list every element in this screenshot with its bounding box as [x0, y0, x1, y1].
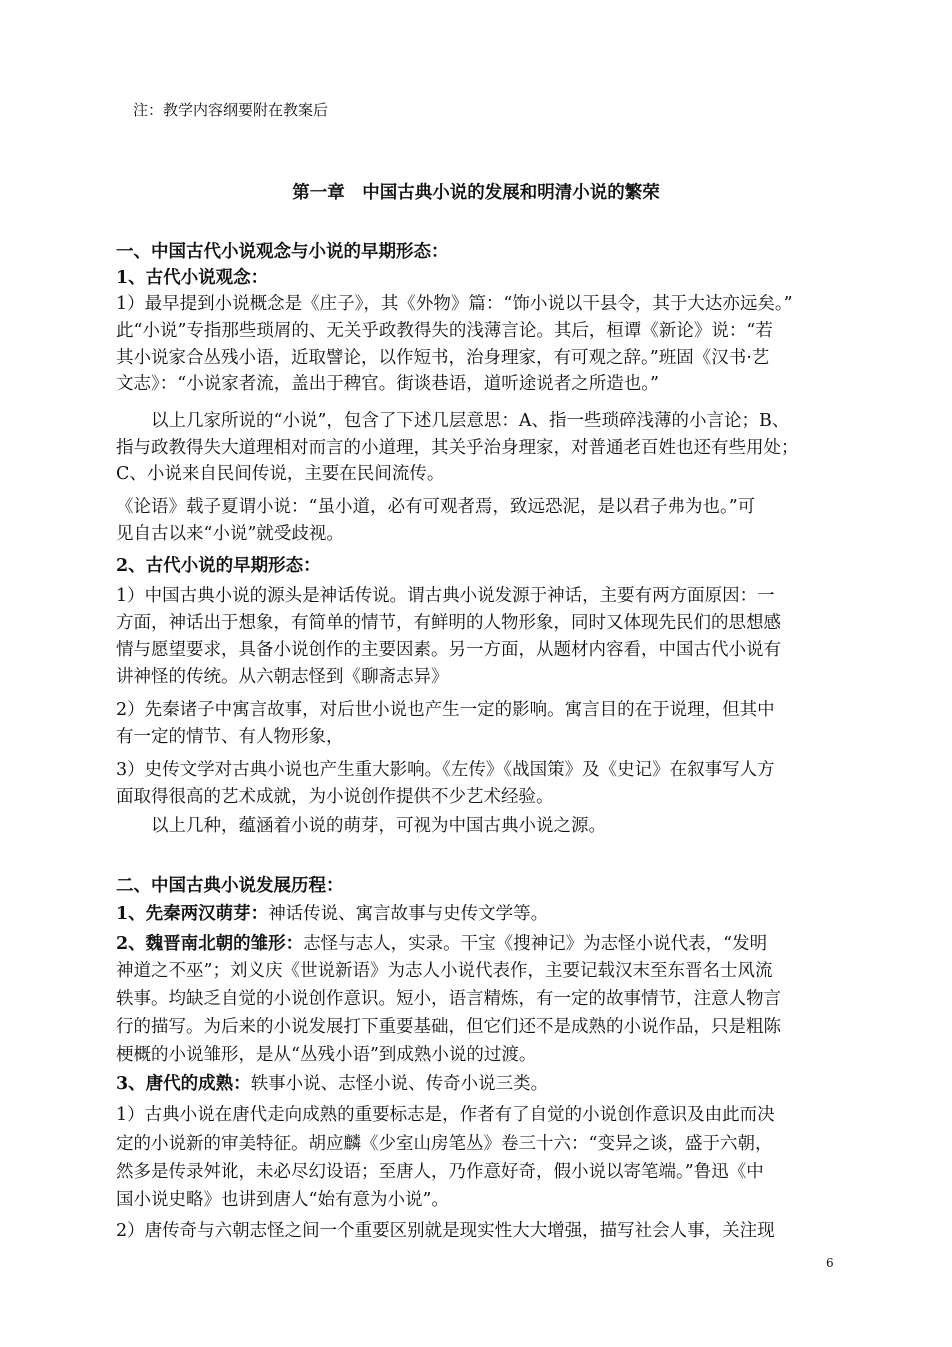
body-line: 以上几种，蕴涵着小说的萌芽，可视为中国古典小说之源。 — [116, 816, 606, 836]
body-line: 情与愿望要求，具备小说创作的主要因素。另一方面，从题材内容看，中国古代小说有 — [116, 640, 781, 660]
subsection-heading: 2、古代小说的早期形态： — [116, 556, 321, 576]
body-line: 其小说家合丛残小语，近取譬论，以作短书，治身理家，有可观之辞。”班固《汉书·艺 — [116, 348, 770, 368]
body-line: 此“小说”专指那些琐屑的、无关乎政教得失的浅薄言论。其后，桓谭《新论》说：“若 — [116, 321, 773, 341]
body-line: 《论语》载子夏谓小说：“虽小道，必有可观者焉，致远恐泥，是以君子弗为也。”可 — [116, 497, 756, 517]
period-description: 志怪与志人，实录。干宝《搜神记》为志怪小说代表，“发明 — [303, 934, 768, 954]
body-line: 然多是传录舛讹，未必尽幻设语；至唐人，乃作意好奇，假小说以寄笔端。”鲁迅《中 — [116, 1162, 764, 1182]
period-heading: 2、魏晋南北朝的雏形： — [116, 934, 304, 954]
period-heading: 1、先秦两汉萌芽： — [116, 904, 269, 924]
chapter-title: 第一章 中国古典小说的发展和明清小说的繁荣 — [292, 183, 660, 203]
body-line: 1）最早提到小说概念是《庄子》，其《外物》篇：“饰小说以干县令，其于大达亦远矣。” — [116, 294, 793, 314]
body-line: 2）唐传奇与六朝志怪之间一个重要区别就是现实性大大增强，描写社会人事，关注现 — [116, 1221, 775, 1241]
body-line: 行的描写。为后来的小说发展打下重要基础，但它们还不是成熟的小说作品，只是粗陈 — [116, 1017, 781, 1037]
body-line: 以上几家所说的“小说”，包含了下述几层意思：A、指一些琐碎浅薄的小言论；B、 — [116, 411, 790, 431]
page-number: 6 — [826, 1256, 834, 1270]
period-description: 神话传说、寓言故事与史传文学等。 — [268, 904, 549, 924]
body-line: 神道之不巫”；刘义庆《世说新语》为志人小说代表作，主要记载汉末至东晋名士风流 — [116, 961, 773, 981]
section-heading-1: 一、中国古代小说观念与小说的早期形态： — [116, 242, 449, 262]
body-line: 梗概的小说雏形，是从“丛残小语”到成熟小说的过渡。 — [116, 1045, 537, 1065]
body-line: 2）先秦诸子中寓言故事，对后世小说也产生一定的影响。寓言目的在于说理，但其中 — [116, 700, 775, 720]
body-line — [116, 932, 842, 957]
body-line: 国小说史略》也讲到唐人“始有意为小说”。 — [116, 1190, 449, 1210]
body-line: 指与政教得失大道理相对而言的小道理，其关乎治身理家，对普通老百姓也还有些用处； — [116, 438, 799, 458]
section-heading-2: 二、中国古典小说发展历程： — [116, 876, 344, 896]
body-line: 轶事。均缺乏自觉的小说创作意识。短小，语言精炼，有一定的故事情节，注意人物言 — [116, 989, 781, 1009]
body-line: 1）中国古典小说的源头是神话传说。谓古典小说发源于神话，主要有两方面原因：一 — [116, 586, 775, 606]
body-line: 文志》：“小说家者流，盖出于稗官。街谈巷语，道听途说者之所造也。” — [116, 374, 659, 394]
body-line — [116, 1072, 842, 1097]
footnote-text: 注：教学内容纲要附在教案后 — [133, 101, 329, 119]
body-line: 定的小说新的审美特征。胡应麟《少室山房笔丛》卷三十六：“变异之谈，盛于六朝， — [116, 1134, 773, 1154]
body-line: 见自古以来“小说”就受歧视。 — [116, 524, 344, 544]
body-line: 面取得很高的艺术成就，为小说创作提供不少艺术经验。 — [116, 787, 554, 807]
body-line: 方面，神话出于想象，有简单的情节，有鲜明的人物形象，同时又体现先民们的思想感 — [116, 613, 781, 633]
body-line: 讲神怪的传统。从六朝志怪到《聊斋志异》 — [116, 667, 449, 687]
period-description: 轶事小说、志怪小说、传奇小说三类。 — [250, 1074, 549, 1094]
body-line: 1）古典小说在唐代走向成熟的重要标志是，作者有了自觉的小说创作意识及由此而决 — [116, 1105, 775, 1125]
subsection-heading: 1、古代小说观念： — [116, 268, 269, 288]
body-line: 有一定的情节、有人物形象， — [116, 727, 344, 747]
body-line: C、小说来自民间传说，主要在民间流传。 — [116, 464, 445, 484]
period-heading: 3、唐代的成熟： — [116, 1074, 251, 1094]
body-line: 3）史传文学对古典小说也产生重大影响。《左传》《战国策》及《史记》在叙事写人方 — [116, 760, 775, 780]
body-line — [116, 902, 842, 927]
